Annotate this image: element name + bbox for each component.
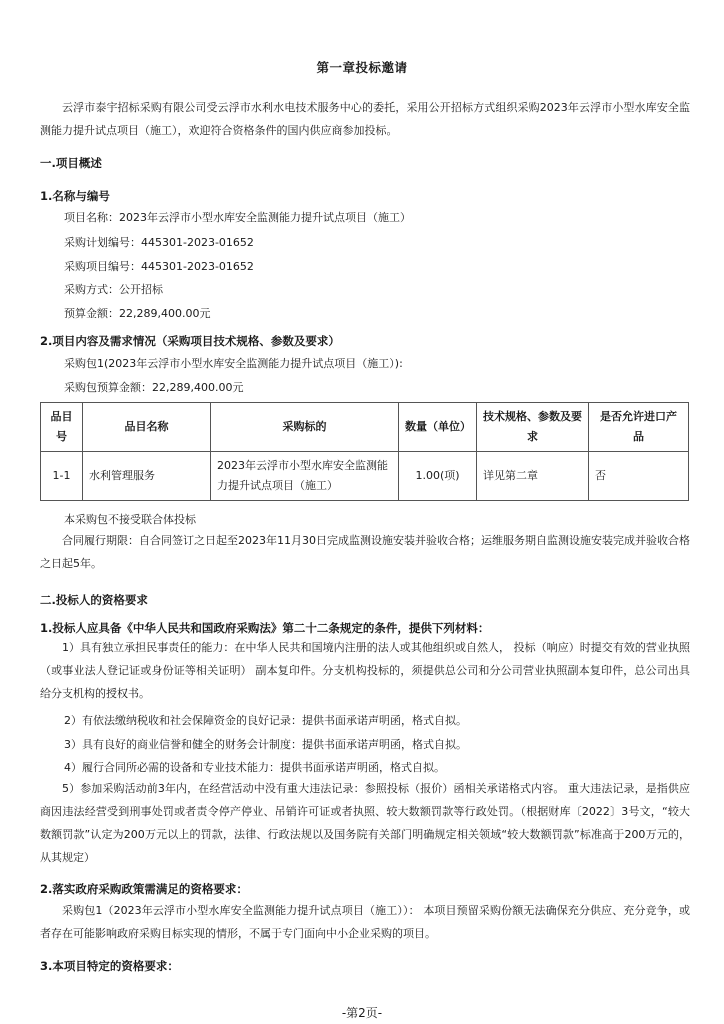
col-header-item-no: 品目号 [41, 403, 83, 452]
project-number: 采购项目编号：445301-2023-01652 [64, 260, 254, 273]
table-header-row [41, 403, 689, 452]
qualification-law-heading: 1.投标人应具备《中华人民共和国政府采购法》第二十二条规定的条件，提供下列材料： [40, 621, 490, 635]
col-header-spec: 技术规格、参数及要求 [477, 403, 589, 452]
procurement-method: 采购方式：公开招标 [64, 283, 163, 296]
col-header-import: 是否允许进口产品 [589, 403, 689, 452]
project-name: 项目名称：2023年云浮市小型水库安全监测能力提升试点项目（施工） [64, 211, 411, 224]
policy-requirement-text: 采购包1（2023年云浮市小型水库安全监测能力提升试点项目（施工））： 本项目预留采购份额无法确保充分供应、充分竞争，或者存在可能影响政府采购目标实现的情形，不属于专门面向中小企业采购的项目。 [40, 904, 690, 940]
qualification-item-2: 2）有依法缴纳税收和社会保障资金的良好记录：提供书面承诺声明函，格式自拟。 [64, 714, 467, 727]
col-header-quantity: 数量（单位） [399, 403, 477, 452]
col-header-item-name: 品目名称 [83, 403, 211, 452]
package-line: 采购包1(2023年云浮市小型水库安全监测能力提升试点项目（施工）): [64, 357, 403, 370]
chapter-title: 第一章投标邀请 [316, 60, 408, 75]
plan-number: 采购计划编号：445301-2023-01652 [64, 236, 254, 249]
col-header-subject: 采购标的 [211, 403, 399, 452]
qualification-item-5: 5）参加采购活动前3年内，在经营活动中没有重大违法记录：参照投标（报价）函相关承诺格式内容。 重大违法记录，是指供应商因违法经营受到刑事处罚或者责令停产停业、吊销许可证或者执照、较大数额罚款等行政处罚。（根据财库〔2022〕3号文，“较大数额罚款”认定为200万元以上的罚款，法律、行政法规以及国务院有关部门明确规定相关领域“较大数额罚款”标准高于200万元的，从其规定） [40, 782, 690, 864]
qualification-item-1: 1）具有独立承担民事责任的能力：在中华人民共和国境内注册的法人或其他组织或自然人， 投标（响应）时提交有效的营业执照（或事业法人登记证或身份证等相关证明） 副本复印件。分支机构投标的，须提供总公司和分公司营业执照副本复印件，总公司出具给分支机构的授权书。 [40, 641, 690, 700]
cell-quantity: 1.00(项) [399, 452, 477, 501]
project-content-heading: 2.项目内容及需求情况（采购项目技术规格、参数及要求） [40, 334, 340, 348]
items-table [40, 402, 689, 501]
no-consortium-note: 本采购包不接受联合体投标 [64, 513, 196, 526]
intro-paragraph: 云浮市泰宇招标采购有限公司受云浮市水利水电技术服务中心的委托，采用公开招标方式组织采购2023年云浮市小型水库安全监测能力提升试点项目（施工），欢迎符合资格条件的国内供应商参加投标。 [40, 101, 690, 137]
contract-period: 合同履行期限：自合同签订之日起至2023年11月30日完成监测设施安装并验收合格；运维服务期自监测设施安装完成并验收合格之日起5年。 [40, 534, 690, 570]
section-project-overview-heading: 一.项目概述 [40, 156, 102, 170]
name-and-number-heading: 1.名称与编号 [40, 189, 110, 203]
specific-requirement-heading: 3.本项目特定的资格要求： [40, 959, 179, 973]
policy-requirement-heading: 2.落实政府采购政策需满足的资格要求： [40, 882, 248, 896]
qualification-item-4: 4）履行合同所必需的设备和专业技术能力：提供书面承诺声明函，格式自拟。 [64, 761, 445, 774]
section-qualification-heading: 二.投标人的资格要求 [40, 593, 148, 607]
cell-subject: 2023年云浮市小型水库安全监测能力提升试点项目（施工） [211, 452, 399, 501]
page-number: -第2页- [341, 1006, 383, 1020]
budget-amount: 预算金额：22,289,400.00元 [64, 307, 211, 320]
cell-spec: 详见第二章 [477, 452, 589, 501]
table-row [41, 452, 689, 501]
package-budget: 采购包预算金额：22,289,400.00元 [64, 381, 244, 394]
cell-item-no: 1-1 [41, 452, 83, 501]
qualification-item-3: 3）具有良好的商业信誉和健全的财务会计制度：提供书面承诺声明函，格式自拟。 [64, 738, 467, 751]
cell-import: 否 [589, 452, 689, 501]
cell-item-name: 水利管理服务 [83, 452, 211, 501]
